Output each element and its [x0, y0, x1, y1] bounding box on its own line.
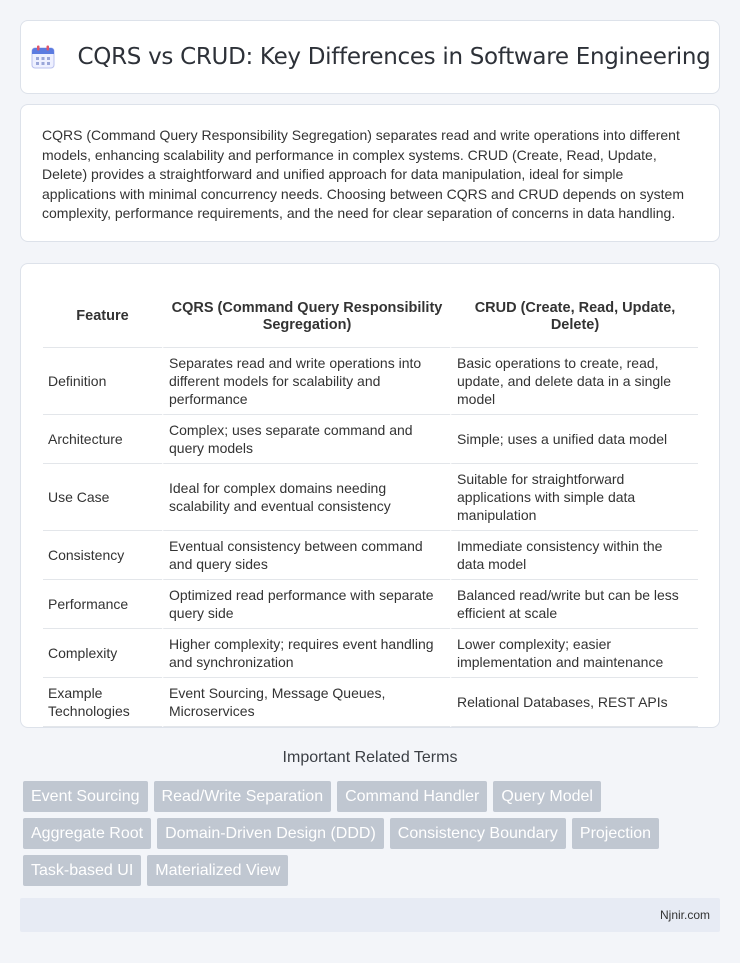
cqrs-cell: Optimized read performance with separate query side	[162, 580, 450, 629]
crud-cell: Simple; uses a unified data model	[450, 415, 698, 464]
table-header-row	[43, 286, 698, 348]
table-row	[43, 629, 698, 678]
comparison-table-card	[20, 263, 720, 728]
table-row	[43, 580, 698, 629]
feature-cell: Example Technologies	[43, 678, 162, 727]
intro-text: CQRS (Command Query Responsibility Segregation) separates read and write operations into different models, enhancing scalability and performance in complex systems. CRUD (Create, Read, Update, Delete) provides a straightforward and unified approach for data manipulation, ideal for simple applications with minimal concurrency needs. Choosing between CQRS and CRUD depends on system complexity, performance requirements, and the need for clear separation of concerns in data handling.	[42, 127, 684, 222]
header-card	[20, 20, 720, 94]
header-feature: Feature	[43, 286, 162, 348]
table-row	[43, 464, 698, 531]
tag-query-model[interactable]: Query Model	[493, 781, 601, 812]
crud-cell: Balanced read/write but can be less efficient at scale	[450, 580, 698, 629]
crud-cell: Lower complexity; easier implementation and maintenance	[450, 629, 698, 678]
crud-cell: Relational Databases, REST APIs	[450, 678, 698, 727]
table-row	[43, 531, 698, 580]
related-terms-title: Important Related Terms	[282, 749, 458, 766]
page-title: CQRS vs CRUD: Key Differences in Software Engineering	[77, 44, 711, 70]
tag-consistency-boundary[interactable]: Consistency Boundary	[390, 818, 566, 849]
cqrs-cell: Eventual consistency between command and query sides	[162, 531, 450, 580]
footer	[20, 898, 720, 932]
comparison-table	[43, 286, 698, 727]
feature-cell: Performance	[43, 580, 162, 629]
header-cqrs: CQRS (Command Query Responsibility Segregation)	[162, 286, 450, 348]
cqrs-cell: Complex; uses separate command and query models	[162, 415, 450, 464]
cqrs-cell: Event Sourcing, Message Queues, Microservices	[162, 678, 450, 727]
feature-cell: Architecture	[43, 415, 162, 464]
tag-read-write-separation[interactable]: Read/Write Separation	[154, 781, 332, 812]
tag-domain-driven-design[interactable]: Domain-Driven Design (DDD)	[157, 818, 384, 849]
related-terms-list	[23, 781, 723, 892]
header-crud: CRUD (Create, Read, Update, Delete)	[450, 286, 698, 348]
crud-cell: Basic operations to create, read, update, and delete data in a single model	[450, 348, 698, 415]
feature-cell: Use Case	[43, 464, 162, 531]
tag-aggregate-root[interactable]: Aggregate Root	[23, 818, 151, 849]
tag-command-handler[interactable]: Command Handler	[337, 781, 487, 812]
calendar-icon	[30, 44, 56, 70]
table-row	[43, 678, 698, 727]
footer-brand: Njnir.com	[659, 908, 710, 922]
feature-cell: Complexity	[43, 629, 162, 678]
crud-cell: Immediate consistency within the data model	[450, 531, 698, 580]
cqrs-cell: Ideal for complex domains needing scalability and eventual consistency	[162, 464, 450, 531]
table-row	[43, 348, 698, 415]
crud-cell: Suitable for straightforward applications with simple data manipulation	[450, 464, 698, 531]
table-row	[43, 415, 698, 464]
tag-event-sourcing[interactable]: Event Sourcing	[23, 781, 148, 812]
intro-card	[20, 104, 720, 242]
tag-task-based-ui[interactable]: Task-based UI	[23, 855, 141, 886]
cqrs-cell: Separates read and write operations into different models for scalability and performance	[162, 348, 450, 415]
feature-cell: Definition	[43, 348, 162, 415]
tag-projection[interactable]: Projection	[572, 818, 659, 849]
tag-materialized-view[interactable]: Materialized View	[147, 855, 288, 886]
feature-cell: Consistency	[43, 531, 162, 580]
cqrs-cell: Higher complexity; requires event handling and synchronization	[162, 629, 450, 678]
